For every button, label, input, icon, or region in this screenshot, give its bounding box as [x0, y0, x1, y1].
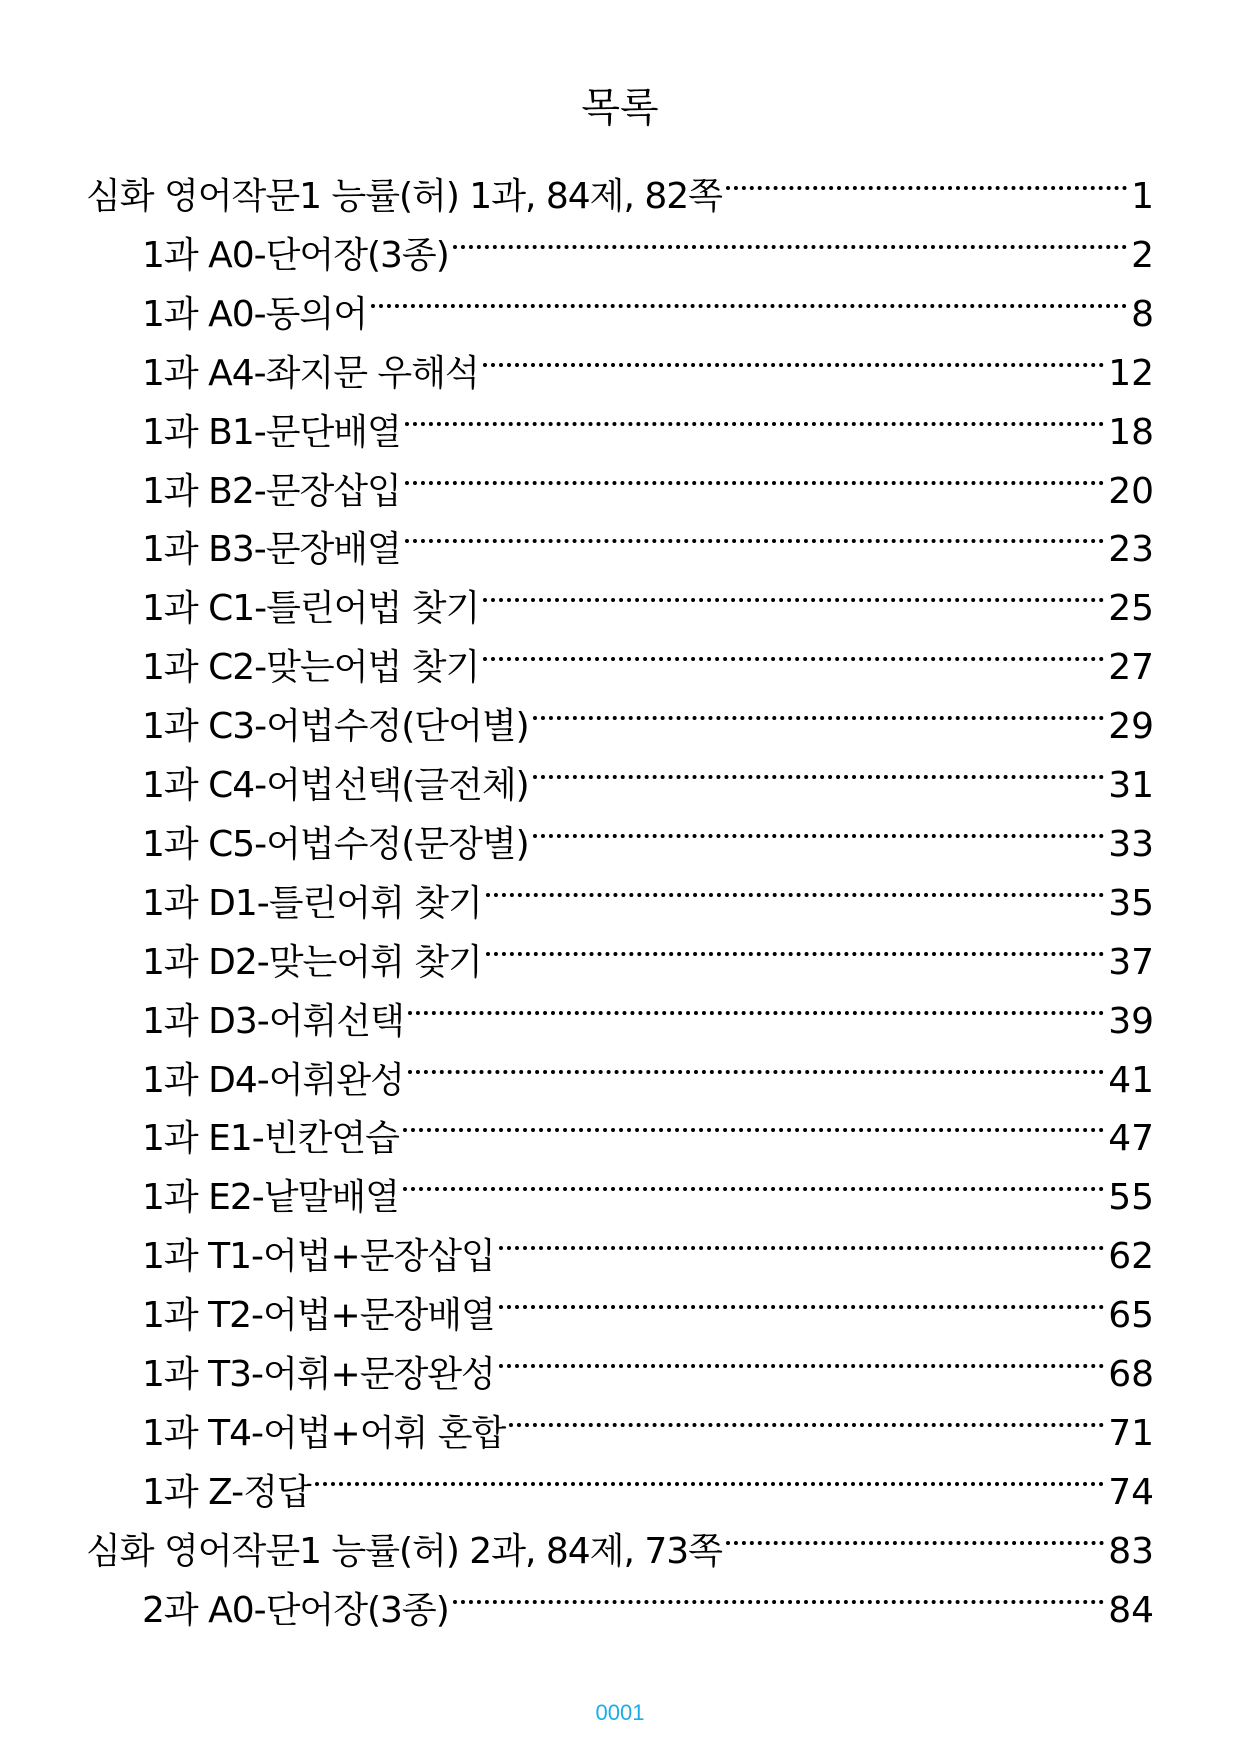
- dot-leader: [367, 290, 1131, 340]
- toc-entry-page: 35: [1108, 882, 1154, 924]
- toc-entry-label: 1과 D4-어휘완성: [142, 1059, 404, 1101]
- toc-entry-page: 23: [1108, 529, 1154, 571]
- toc-entry-label: 1과 D3-어휘선택: [142, 1000, 404, 1042]
- toc-entry-page: 29: [1108, 706, 1154, 748]
- toc-entry[interactable]: [142, 938, 1154, 988]
- dot-leader: [479, 349, 1108, 399]
- toc-entry[interactable]: [142, 525, 1154, 575]
- dot-leader: [529, 761, 1109, 811]
- toc-entry[interactable]: [142, 467, 1154, 517]
- dot-leader: [404, 997, 1108, 1047]
- dot-leader: [399, 1114, 1108, 1164]
- dot-leader: [529, 820, 1109, 870]
- toc-entry[interactable]: [142, 408, 1154, 458]
- dot-leader: [479, 584, 1108, 634]
- dot-leader: [495, 1291, 1108, 1341]
- toc-entry-page: 39: [1108, 1000, 1154, 1042]
- toc-entry-page: 68: [1108, 1354, 1154, 1395]
- toc-entry[interactable]: [142, 1232, 1154, 1282]
- toc-entry[interactable]: [142, 997, 1154, 1047]
- toc-entry-label: 1과 A0-단어장(3종): [142, 234, 449, 276]
- toc-entry-page: 84: [1108, 1589, 1154, 1631]
- toc-entry[interactable]: [142, 584, 1154, 634]
- toc-entry-label: 1과 A4-좌지문 우해석: [142, 352, 479, 394]
- toc-entry[interactable]: [142, 761, 1154, 811]
- dot-leader: [401, 525, 1108, 575]
- toc-entry-label: 1과 C4-어법선택(글전체): [142, 765, 529, 806]
- toc-entry-page: 74: [1108, 1471, 1154, 1513]
- toc-entry-page: 71: [1108, 1412, 1154, 1454]
- toc-entry[interactable]: [142, 643, 1154, 693]
- toc-entry-label: 심화 영어작문1 능률(허) 2과, 84제, 73쪽: [86, 1530, 722, 1572]
- toc-entry[interactable]: [142, 349, 1154, 399]
- toc-entry-label: 1과 Z-정답: [142, 1471, 311, 1513]
- toc-entry[interactable]: [142, 820, 1154, 870]
- toc-entry-page: 47: [1108, 1118, 1154, 1160]
- toc-entry[interactable]: [142, 290, 1154, 340]
- toc-entry-page: 65: [1108, 1295, 1154, 1337]
- toc-entry-label: 1과 D1-틀린어휘 찾기: [142, 882, 482, 924]
- dot-leader: [529, 702, 1109, 752]
- toc-entry-label: 1과 B3-문장배열: [142, 529, 401, 571]
- toc-entry-page: 20: [1108, 470, 1154, 512]
- toc-entry[interactable]: [142, 1291, 1154, 1341]
- dot-leader: [399, 1173, 1108, 1223]
- dot-leader: [482, 938, 1108, 988]
- dot-leader: [722, 1527, 1108, 1577]
- toc-entry-page: 1: [1131, 176, 1154, 217]
- dot-leader: [505, 1409, 1108, 1459]
- toc-entry-page: 83: [1108, 1530, 1154, 1572]
- toc-entry-label: 1과 E1-빈칸연습: [142, 1118, 399, 1160]
- toc-entry-label: 심화 영어작문1 능률(허) 1과, 84제, 82쪽: [86, 176, 722, 217]
- dot-leader: [482, 879, 1108, 929]
- toc-entry[interactable]: [142, 1114, 1154, 1164]
- toc-entry-label: 1과 C1-틀린어법 찾기: [142, 588, 480, 630]
- toc-entry[interactable]: [142, 1173, 1154, 1223]
- toc-entry-page: 62: [1108, 1236, 1154, 1278]
- dot-leader: [449, 231, 1131, 281]
- toc-entry[interactable]: [142, 1409, 1154, 1459]
- dot-leader: [495, 1350, 1108, 1400]
- toc-entry-label: 2과 A0-단어장(3종): [142, 1589, 449, 1631]
- toc-entry-label: 1과 D2-맞는어휘 찾기: [142, 941, 482, 983]
- toc-entry-label: 1과 T2-어법+문장배열: [142, 1295, 495, 1337]
- toc-entry-label: 1과 B2-문장삽입: [142, 470, 401, 512]
- page-number: 0001: [595, 1700, 645, 1725]
- toc-entry[interactable]: [142, 1350, 1154, 1400]
- dot-leader: [495, 1232, 1108, 1282]
- toc-entry-page: 12: [1108, 352, 1154, 394]
- toc-entry-page: 27: [1108, 647, 1154, 689]
- toc-entry[interactable]: [142, 1468, 1154, 1518]
- toc-entry-label: 1과 B1-문단배열: [142, 411, 401, 453]
- toc-entry-page: 2: [1131, 234, 1154, 276]
- toc-entry[interactable]: [86, 1527, 1154, 1577]
- toc-entry[interactable]: [142, 1056, 1154, 1106]
- toc-entry[interactable]: [142, 231, 1154, 281]
- toc-entry-label: 1과 C2-맞는어법 찾기: [142, 647, 480, 689]
- toc-entry-label: 1과 E2-낱말배열: [142, 1177, 399, 1219]
- toc-entry-page: 41: [1108, 1059, 1154, 1101]
- dot-leader: [722, 172, 1131, 222]
- toc-entry-page: 25: [1108, 588, 1154, 630]
- toc-entry-label: 1과 T1-어법+문장삽입: [142, 1236, 495, 1278]
- dot-leader: [401, 467, 1108, 517]
- toc-entry-label: 1과 T3-어휘+문장완성: [142, 1354, 495, 1395]
- dot-leader: [449, 1586, 1108, 1636]
- toc-entry-page: 37: [1108, 941, 1154, 983]
- toc-entry[interactable]: [86, 172, 1154, 222]
- toc-entry[interactable]: [142, 702, 1154, 752]
- page-title: 목록: [581, 85, 659, 131]
- toc-entry-page: 31: [1108, 765, 1154, 806]
- toc-entry-page: 18: [1108, 411, 1154, 453]
- dot-leader: [404, 1056, 1108, 1106]
- dot-leader: [311, 1468, 1108, 1518]
- toc-entry-label: 1과 A0-동의어: [142, 293, 367, 335]
- toc-entry[interactable]: [142, 1586, 1154, 1636]
- toc-entry-page: 33: [1108, 823, 1154, 865]
- toc-entry-label: 1과 C3-어법수정(단어별): [142, 706, 529, 748]
- toc-entry-label: 1과 T4-어법+어휘 혼합: [142, 1412, 506, 1454]
- toc-entry-label: 1과 C5-어법수정(문장별): [142, 823, 529, 865]
- toc-entry-page: 8: [1131, 293, 1154, 335]
- toc-entry-page: 55: [1108, 1177, 1154, 1219]
- toc-entry[interactable]: [142, 879, 1154, 929]
- dot-leader: [479, 643, 1108, 693]
- dot-leader: [401, 408, 1108, 458]
